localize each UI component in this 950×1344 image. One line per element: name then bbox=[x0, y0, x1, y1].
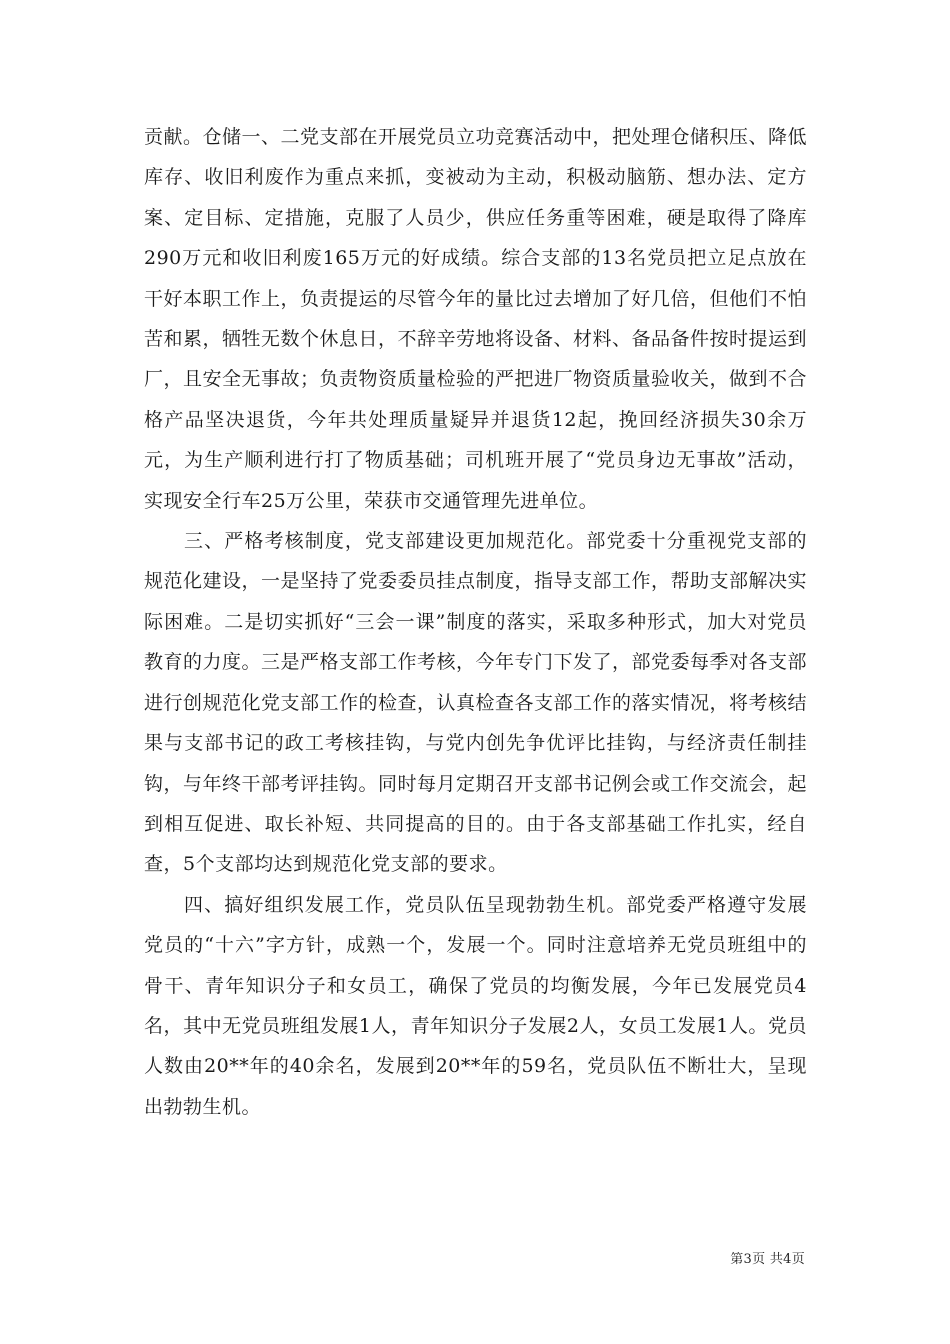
page-number-footer: 第3页 共4页 bbox=[730, 1252, 805, 1267]
document-body bbox=[144, 117, 807, 1127]
paragraph-continuation: 贡献。仓储一、二党支部在开展党员立功竞赛活动中，把处理仓储积压、降低库存、收旧利废作为重点来抓，变被动为主动，积极动脑筋、想办法、定方案、定目标、定措施，克服了人员少，供应任务重等困难，硬是取得了降库290万元和收旧利废165万元的好成绩。综合支部的13名党员把立足点放在干好本职工作上，负责提运的尽管今年的量比过去增加了好几倍，但他们不怕苦和累，牺牲无数个休息日，不辞辛劳地将设备、材料、备品备件按时提运到厂，且安全无事故；负责物资质量检验的严把进厂物资质量验收关，做到不合格产品坚决退货，今年共处理质量疑异并退货12起，挽回经济损失30余万元，为生产顺利进行打了物质基础；司机班开展了“党员身边无事故”活动，实现安全行车25万公里，荣获市交通管理先进单位。 bbox=[144, 126, 808, 512]
paragraph-section-four: 四、搞好组织发展工作，党员队伍呈现勃勃生机。部党委严格遵守发展党员的“十六”字方针，成熟一个，发展一个。同时注意培养无党员班组中的骨干、青年知识分子和女员工，确保了党员的均衡发展，今年已发展党员4名，其中无党员班组发展1人，青年知识分子发展2人，女员工发展1人。党员人数由20**年的40余名，发展到20**年的59名，党员队伍不断壮大，呈现出勃勃生机。 bbox=[144, 893, 807, 1118]
paragraph-section-three: 三、严格考核制度，党支部建设更加规范化。部党委十分重视党支部的规范化建设，一是坚持了党委委员挂点制度，指导支部工作，帮助支部解决实际困难。二是切实抓好“三会一课”制度的落实，采取多种形式，加大对党员教育的力度。三是严格支部工作考核，今年专门下发了，部党委每季对各支部进行创规范化党支部工作的检查，认真检查各支部工作的落实情况，将考核结果与支部书记的政工考核挂钩，与党内创先争优评比挂钩，与经济责任制挂钩，与年终干部考评挂钩。同时每月定期召开支部书记例会或工作交流会，起到相互促进、取长补短、共同提高的目的。由于各支部基础工作扎实，经自查，5个支部均达到规范化党支部的要求。 bbox=[144, 530, 808, 876]
